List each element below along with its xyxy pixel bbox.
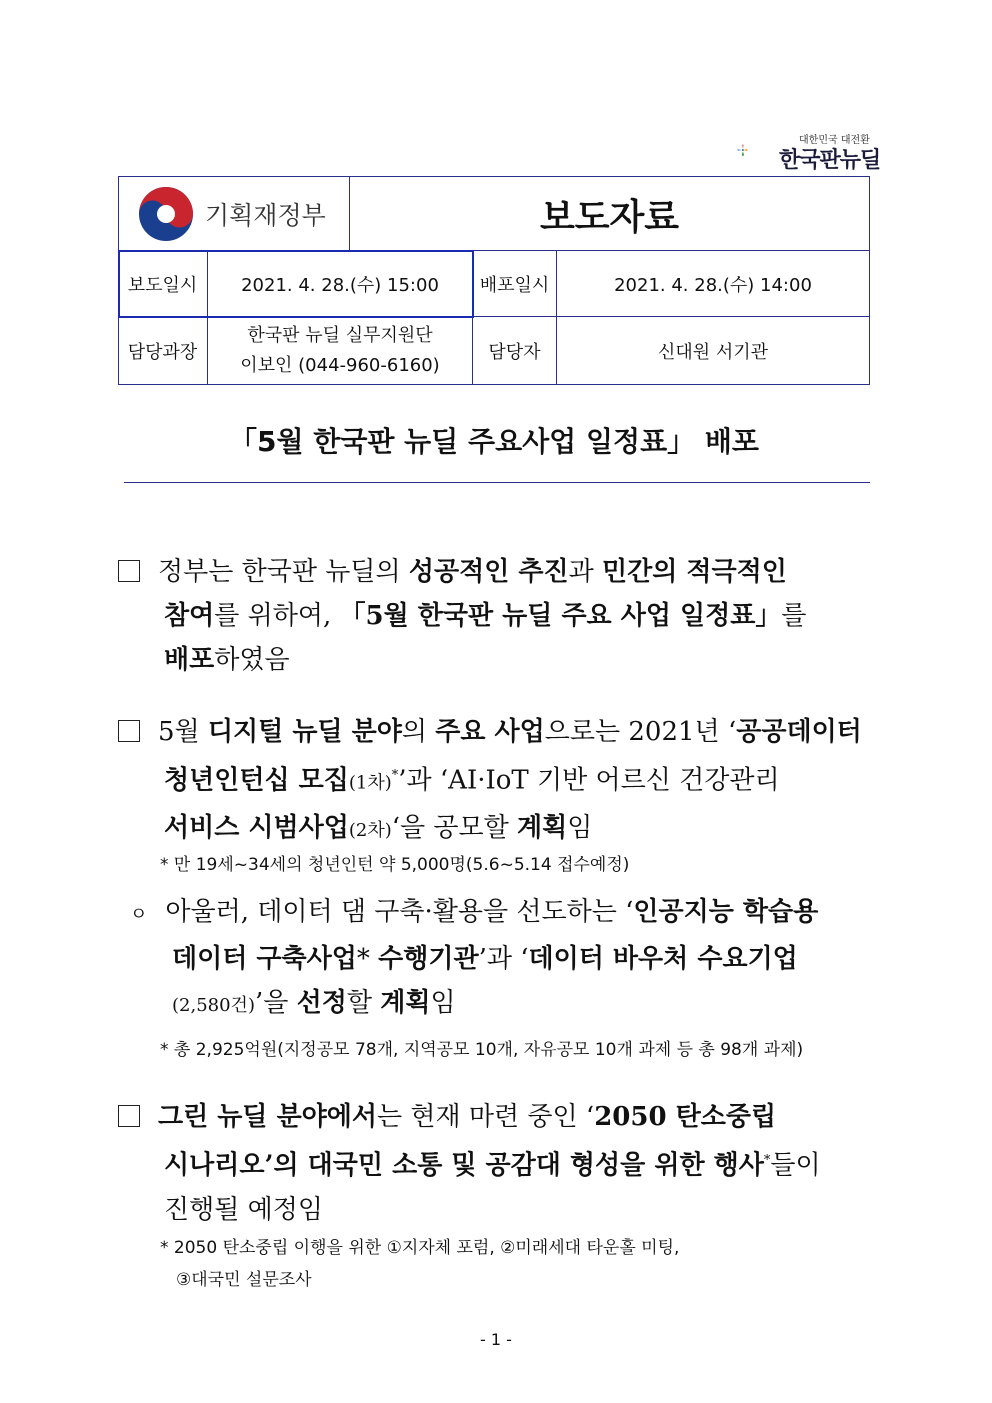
- press-release-title: 보도자료: [539, 196, 680, 238]
- paragraph-2: 5월 디지털 뉴딜 분야의 주요 사업으로는 2021년 ‘공공데이터 청년인턴십 모집(1차)*’과 ‘AI·IoT 기반 어르신 건강관리 서비스 시범사업(2차)‘을 공모할 계획임: [118, 710, 878, 853]
- checkbox-bullet-icon: [118, 720, 140, 742]
- document-title: 「5월 한국판 뉴딜 주요사업 일정표」 배포: [229, 425, 759, 458]
- report-date-value: 2021. 4. 28.(수) 15:00: [241, 274, 439, 296]
- contact-person-value: 신대원 서기관: [657, 341, 769, 363]
- distribution-date-value: 2021. 4. 28.(수) 14:00: [614, 274, 812, 296]
- department-value: [208, 317, 472, 384]
- ministry-emblem-icon: [138, 186, 194, 242]
- new-deal-logo-subtitle: 대한민국 대전환: [799, 135, 870, 146]
- paragraph-4: 그린 뉴딜 분야에서는 현재 마련 중인 ‘2050 탄소중립 시나리오’의 대국민 소통 및 공감대 형성을 위한 행사*들이 진행될 예정임: [118, 1095, 878, 1232]
- page-number: - 1 -: [480, 1330, 512, 1349]
- title-underline: [124, 482, 870, 483]
- paragraph-1: 정부는 한국판 뉴딜의 성공적인 추진과 민간의 적극적인 참여를 위하여, 「5월 한국판 뉴딜 주요 사업 일정표」를 배포하였음: [118, 550, 878, 682]
- checkbox-bullet-icon: [118, 560, 140, 582]
- ministry-name: 기획재정부: [205, 201, 326, 230]
- checkbox-bullet-icon: [118, 1105, 140, 1127]
- circle-bullet-icon: ㅇ: [130, 904, 148, 925]
- new-deal-logo-title: 한국판뉴딜: [779, 148, 881, 173]
- department-label: 담당과장: [127, 341, 198, 363]
- paragraph-3: ㅇ 아울러, 데이터 댐 구축·활용을 선도하는 ‘인공지능 학습용 데이터 구축사업* 수행기관’과 ‘데이터 바우처 수요기업 (2,580건)’을 선정할 계획임: [130, 897, 819, 1018]
- footnote-budget: * 총 2,925억원(지정공모 78개, 지역공모 10개, 자유공모 10개 과제 등 총 98개 과제): [160, 1040, 804, 1060]
- report-date-label: 보도일시: [127, 274, 198, 296]
- footnote-carbon-neutral: * 2050 탄소중립 이행을 위한 ①지자체 포럼, ②미래세대 타운홀 미팅,: [160, 1238, 680, 1258]
- distribution-date-label: 배포일시: [479, 274, 550, 296]
- department-name: 한국판 뉴딜 실무지원단: [247, 324, 433, 346]
- footnote-carbon-neutral-cont: ③대국민 설문조사: [176, 1270, 312, 1290]
- footnote-internship: * 만 19세~34세의 청년인턴 약 5,000명(5.6~5.14 접수예정): [160, 855, 630, 875]
- department-head-contact: 이보인 (044-960-6160): [240, 354, 440, 376]
- contact-person-label: 담당자: [488, 341, 541, 363]
- new-deal-logo-mark: [736, 128, 780, 172]
